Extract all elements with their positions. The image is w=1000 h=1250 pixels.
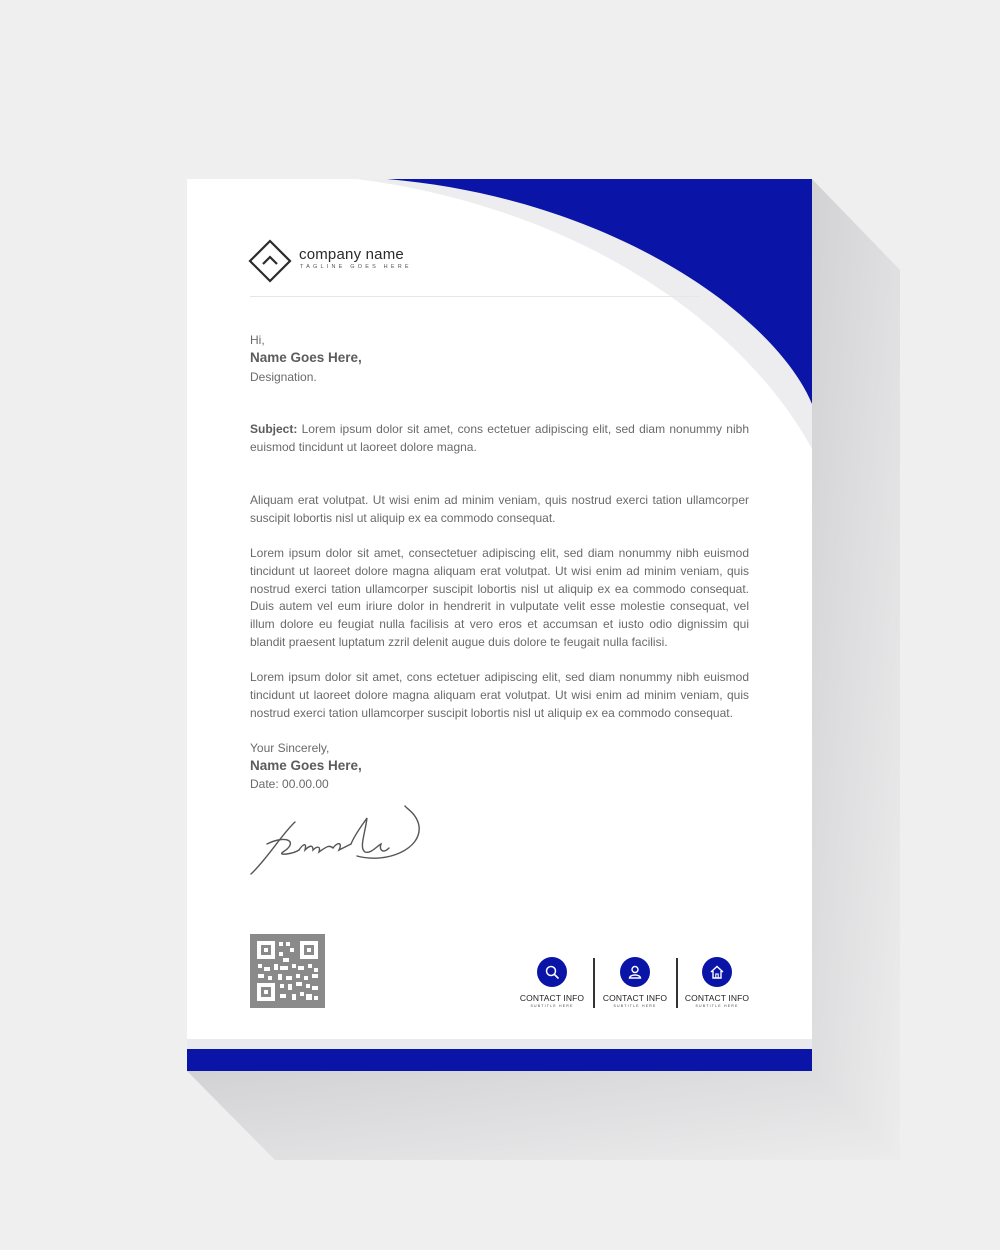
letter-date: Date: 00.00.00 (250, 777, 329, 791)
sign-off: Your Sincerely, (250, 741, 330, 755)
company-tagline: TAGLINE GOES HERE (300, 264, 412, 270)
contact-info-user (595, 957, 675, 1008)
greeting: Hi, (250, 333, 265, 347)
contact-title: CONTACT INFO (519, 993, 585, 1003)
recipient-designation: Designation. (250, 370, 317, 384)
search-icon (537, 957, 567, 987)
contact-subtitle: SUBTITLE HERE (613, 1004, 657, 1008)
subject-label: Subject: (250, 422, 298, 436)
home-icon (702, 957, 732, 987)
header-divider (250, 296, 700, 297)
subject-text: Lorem ipsum dolor sit amet, cons ectetuer adipiscing elit, sed diam nonummy nibh euismod tincidunt ut laoreet dolore magna. (250, 422, 749, 454)
subject-line (250, 421, 749, 457)
body-paragraph-3: Lorem ipsum dolor sit amet, cons ectetuer adipiscing elit, sed diam nonummy nibh euismod tincidunt ut laoreet dolore magna aliquam erat volutpat. Ut wisi enim ad minim veniam, quis nostrud exerci tation ullamcorper suscipit lobortis nisl ut aliquip ex ea commodo consequat. (250, 670, 749, 720)
contact-title: CONTACT INFO (684, 993, 750, 1003)
recipient-name: Name Goes Here, (250, 350, 362, 365)
footer-stripe-accent (187, 1049, 812, 1071)
diamond-chevron-logo-icon (248, 239, 292, 283)
contact-info-search (512, 957, 592, 1008)
contact-subtitle: SUBTITLE HERE (530, 1004, 574, 1008)
contact-info-home (677, 957, 757, 1008)
contact-subtitle: SUBTITLE HERE (695, 1004, 739, 1008)
contact-title: CONTACT INFO (602, 993, 668, 1003)
footer-stripe-light (187, 1039, 812, 1049)
body-paragraph-2: Lorem ipsum dolor sit amet, consectetuer adipiscing elit, sed diam nonummy nibh euismod tincidunt ut laoreet dolore magna aliquam erat volutpat. Ut wisi enim ad minim veniam, quis nostrud exerci tation ullamcorper suscipit lobortis nisl ut aliquip ex ea commodo consequat. Duis autem vel eum iriure dolor in hendrerit in vulputate velit esse molestie consequat, vel illum dolore eu feugiat nulla facilisis at vero eros et accumsan et iusto odio dignissim qui blandit praesent luptatum zzril delenit augue duis dolore te feugait nulla facilisi. (250, 546, 749, 649)
handwritten-signature (247, 804, 427, 879)
sender-name: Name Goes Here, (250, 758, 362, 773)
qr-code-icon (250, 934, 325, 1008)
letterhead-page (187, 179, 812, 1071)
user-icon (620, 957, 650, 987)
body-paragraph-1: Aliquam erat volutpat. Ut wisi enim ad minim veniam, quis nostrud exerci tation ullamcorper suscipit lobortis nisl ut aliquip ex ea commodo consequat. (250, 493, 749, 525)
company-name: company name (299, 246, 404, 263)
